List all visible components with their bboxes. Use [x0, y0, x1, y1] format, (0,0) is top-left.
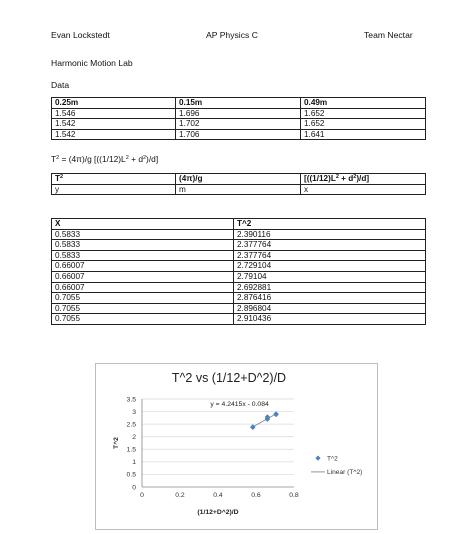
table-row [52, 184, 426, 195]
table-row [52, 250, 426, 261]
table-header-cell: X [52, 219, 234, 230]
table-row [52, 282, 426, 293]
table-cell: 0.66007 [52, 261, 234, 272]
table-cell: 0.7055 [52, 303, 234, 314]
table-cell: 0.7055 [52, 314, 234, 325]
table-header-row [52, 98, 426, 109]
table-cell: 2.377764 [234, 250, 426, 261]
table-row [52, 314, 426, 325]
table-cell: 1.652 [301, 108, 426, 119]
y-axis-label: T^2 [113, 437, 120, 449]
equation-part: + d [128, 154, 143, 164]
x-tick-label: 0.4 [213, 492, 223, 499]
table-cell: 2.377764 [234, 240, 426, 251]
trendline [253, 414, 276, 427]
table-cell: 2.876416 [234, 293, 426, 304]
table-cell: 1.706 [176, 129, 301, 140]
chart-container [95, 363, 378, 530]
table-cell: 2.729104 [234, 261, 426, 272]
data-table-lengths [51, 97, 426, 140]
table-cell: 1.542 [52, 119, 176, 130]
table-cell: 2.79104 [234, 271, 426, 282]
table-cell: 0.66007 [52, 271, 234, 282]
table-header-cell: T^2 [234, 219, 426, 230]
table-cell: 0.66007 [52, 282, 234, 293]
table-cell: 2.390116 [234, 229, 426, 240]
table-header-cell: 0.15m [176, 98, 301, 109]
table-row [52, 119, 426, 130]
course-name: AP Physics C [206, 30, 258, 40]
table-cell: 0.7055 [52, 293, 234, 304]
y-tick-label: 2.5 [126, 421, 136, 429]
table-cell: 1.702 [176, 119, 301, 130]
y-tick-label: 3 [132, 408, 136, 416]
legend-label: T^2 [327, 455, 338, 463]
table-cell: 2.896804 [234, 303, 426, 314]
table-cell: 1.652 [301, 119, 426, 130]
equation-part: = (4π)/g [((1/12)L [59, 154, 126, 164]
section-label: Data [51, 80, 70, 90]
chart-grid [142, 399, 294, 474]
chart-legend [311, 455, 362, 476]
table-header-cell: (4π)/g [176, 174, 301, 185]
table-row [52, 261, 426, 272]
equation-part: T [51, 154, 57, 164]
table-cell: 1.641 [301, 129, 426, 140]
x-tick-label: 0.2 [175, 492, 185, 499]
table-row [52, 129, 426, 140]
y-tick-label: 2 [132, 434, 136, 442]
variable-mapping-table [51, 173, 426, 195]
period-equation [51, 154, 158, 164]
table-header-cell: $[((1/12)L^2 + d^2)/d]$ [301, 174, 426, 185]
equation-exponent: 2 [142, 155, 147, 161]
table-row [52, 303, 426, 314]
table-cell: m [176, 184, 301, 195]
table-row [52, 108, 426, 119]
chart-title: T^2 vs (1/12+D^2)/D [171, 371, 287, 385]
x-axis-label: (1/12+D^2)/D [197, 509, 239, 516]
legend-marker [315, 455, 320, 460]
equation-exponent: 2 [56, 155, 60, 161]
table-row [52, 271, 426, 282]
table-header-row [52, 174, 426, 185]
table-header-row [52, 219, 426, 230]
equation-exponent: 2 [125, 155, 129, 161]
data-table-x-t2 [51, 218, 426, 325]
team-name: Team Nectar [364, 30, 413, 40]
data-point [273, 411, 278, 416]
table-cell: 1.546 [52, 108, 176, 119]
y-tick-label: 0.5 [126, 471, 136, 479]
table-header-cell: 0.25m [52, 98, 176, 109]
scatter-chart [96, 364, 377, 529]
table-cell: 0.5833 [52, 229, 234, 240]
lab-title: Harmonic Motion Lab [51, 58, 133, 68]
y-tick-label: 0 [132, 484, 136, 492]
table-cell: 1.696 [176, 108, 301, 119]
y-tick-label: 1.5 [126, 446, 136, 454]
table-cell: 0.5833 [52, 240, 234, 251]
x-tick-label: 0 [140, 492, 144, 499]
table-cell: 0.5833 [52, 250, 234, 261]
table-row [52, 293, 426, 304]
table-header-cell: $T^2$ [52, 174, 176, 185]
table-cell: 1.542 [52, 129, 176, 140]
table-row [52, 229, 426, 240]
table-cell: 2.692881 [234, 282, 426, 293]
trendline-equation: y = 4.2415x - 0.084 [210, 401, 269, 409]
y-tick-label: 1 [132, 459, 136, 467]
chart-axes [142, 399, 294, 487]
y-tick-label: 3.5 [126, 396, 136, 404]
table-cell: x [301, 184, 426, 195]
equation-part: )/d] [146, 154, 159, 164]
x-tick-label: 0.8 [289, 492, 299, 499]
legend-label: Linear (T^2) [327, 469, 363, 477]
chart-trendline [253, 414, 276, 427]
table-header-cell: 0.49m [301, 98, 426, 109]
table-cell: 2.910436 [234, 314, 426, 325]
table-row [52, 240, 426, 251]
author-name: Evan Lockstedt [51, 30, 110, 40]
table-cell: y [52, 184, 176, 195]
x-tick-label: 0.6 [251, 492, 261, 499]
